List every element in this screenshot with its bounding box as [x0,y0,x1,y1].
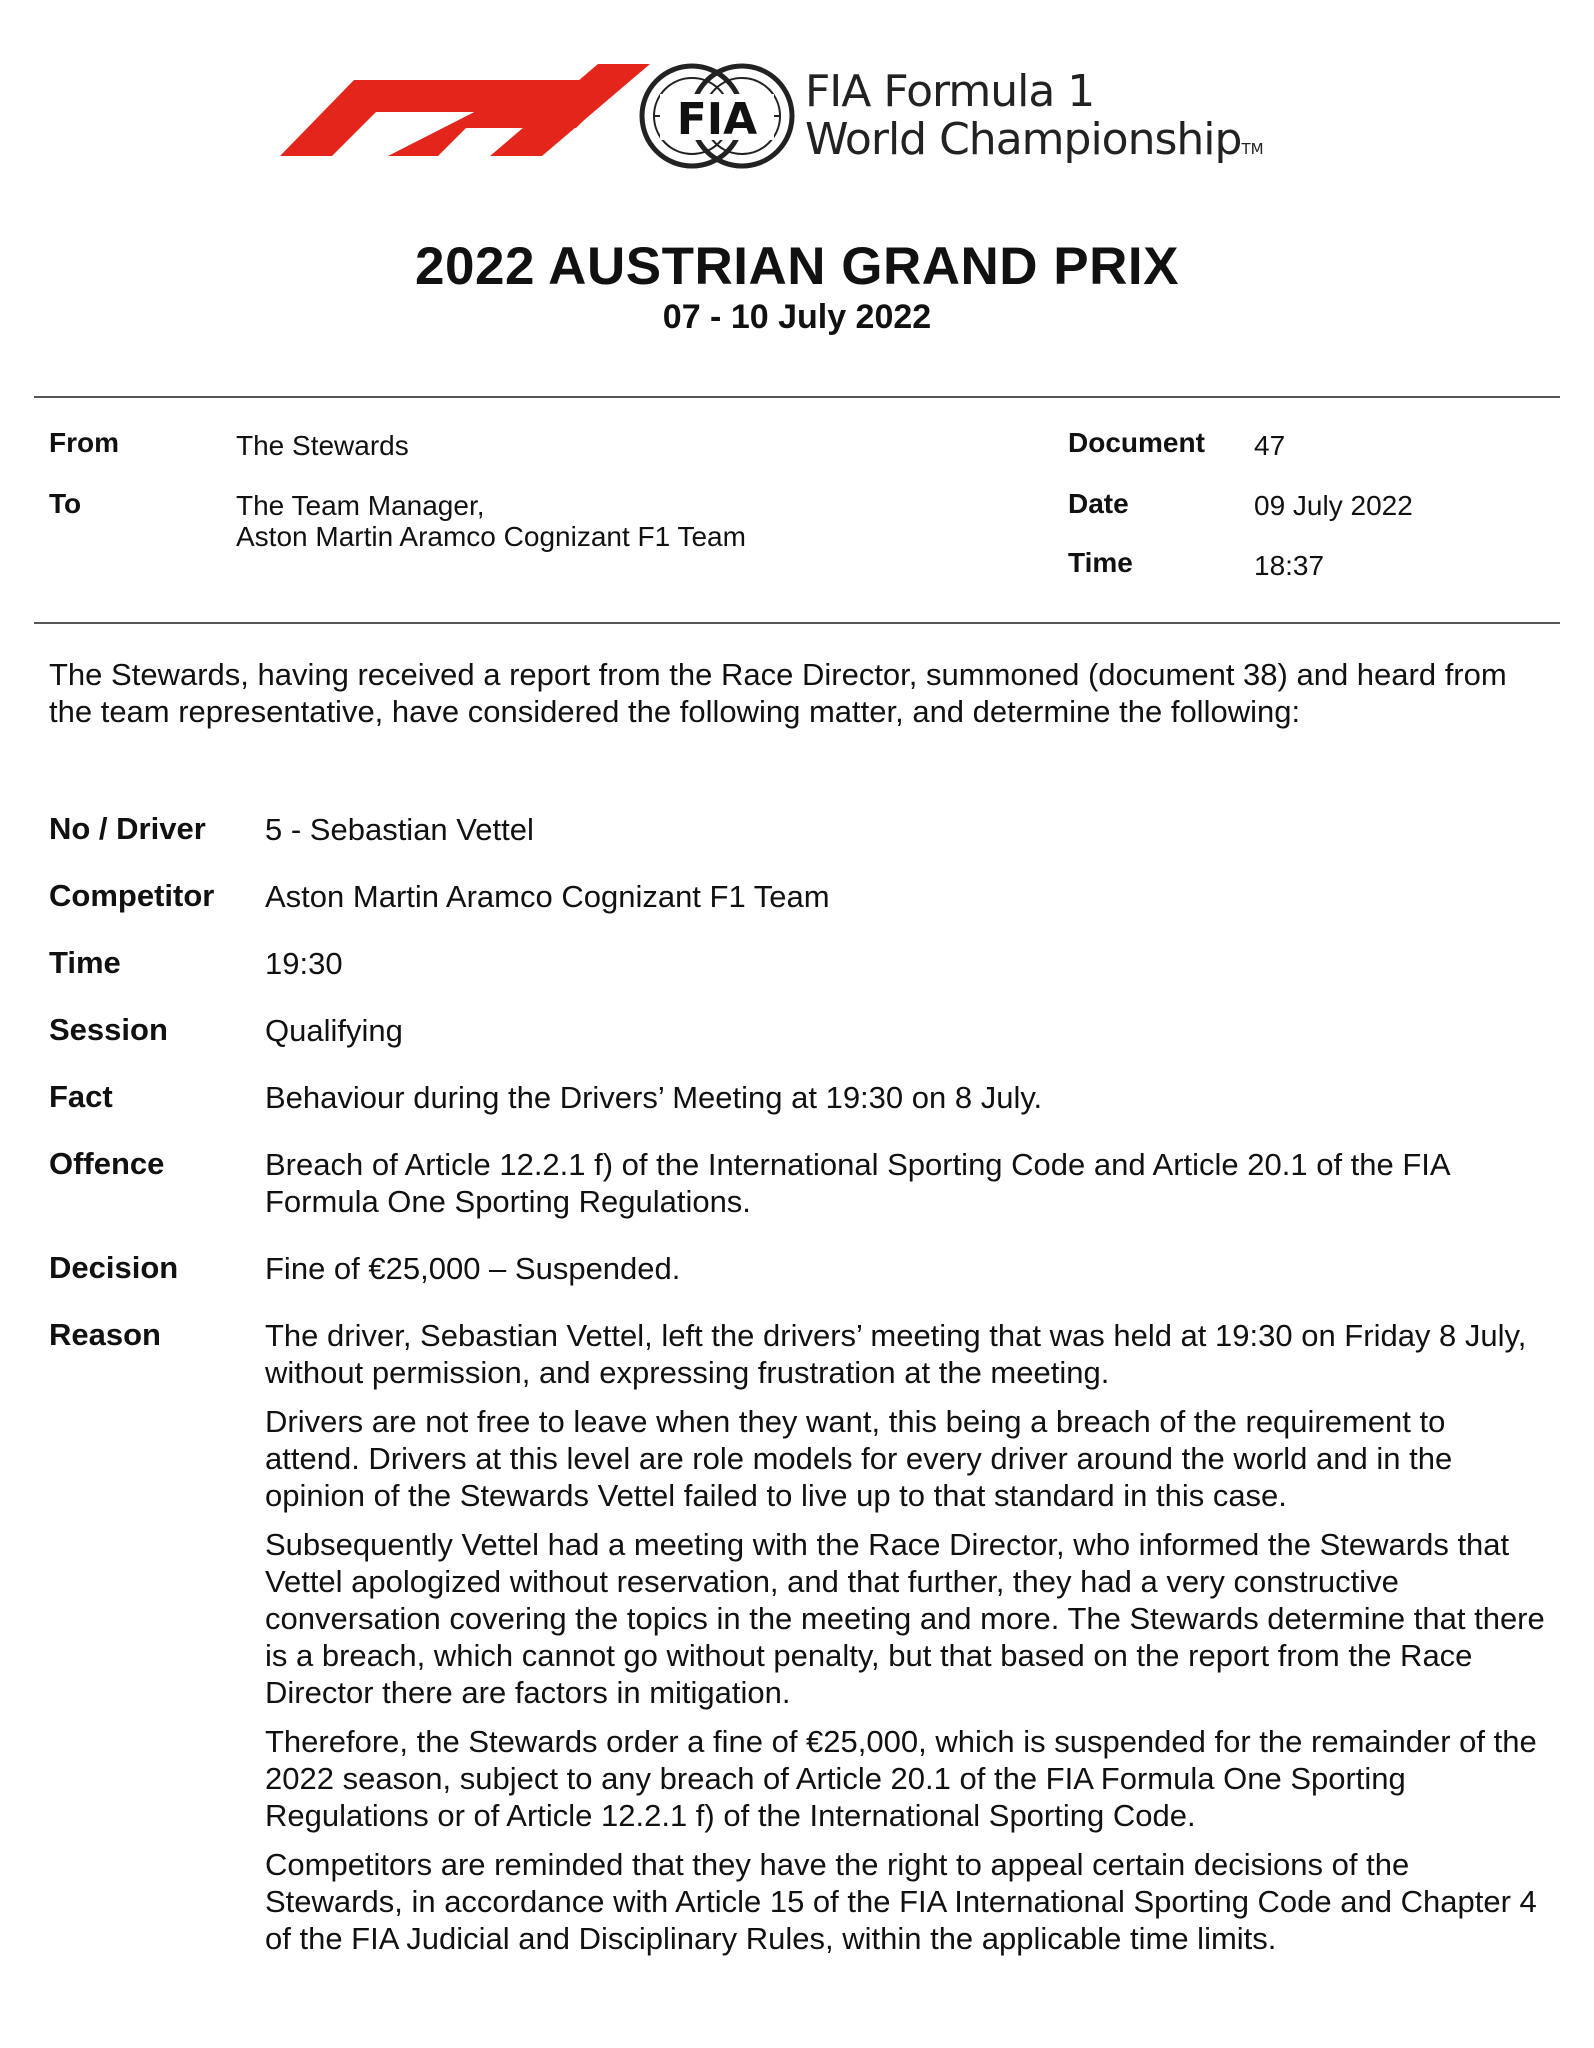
event-dates: 07 - 10 July 2022 [662,298,932,336]
svg-text:FIA: FIA [676,94,758,145]
driver-value: 5 - Sebastian Vettel [265,812,534,847]
time-label: Time [1068,547,1133,578]
offence-label: Offence [49,1146,165,1181]
to-value-line1: The Team Manager, [236,490,485,521]
from-label: From [49,427,119,458]
incident-time-label: Time [49,945,121,980]
championship-title [805,68,1264,173]
offence-value: Breach of Article 12.2.1 f) of the International Sporting Code and Article 20.1 of the FIA Formula One Sporting Regulations. [265,1147,1449,1219]
session-label: Session [49,1012,168,1047]
header-divider-top [34,396,1560,398]
session-value: Qualifying [265,1013,403,1048]
f1-logo [280,64,650,164]
reason-label: Reason [49,1317,161,1352]
from-value: The Stewards [236,430,409,461]
intro-paragraph: The Stewards, having received a report from the Race Director, summoned (document 38) and heard from the team representative, have considered the following matter, and determine the following: [49,657,1507,729]
fact-value: Behaviour during the Drivers’ Meeting at 19:30 on 8 July. [265,1080,1043,1115]
reason-paragraph: Competitors are reminded that they have the right to appeal certain decisions of the Stewards, in accordance with Article 15 of the FIA International Sporting Code and Chapter 4 of the FIA Judicial and Disciplinary Rules, within the applicable time limits. [265,1847,1537,1956]
time-value: 18:37 [1254,550,1325,581]
document-label: Document [1068,427,1205,458]
header-divider-bottom [34,622,1560,624]
competitor-value: Aston Martin Aramco Cognizant F1 Team [265,879,830,914]
to-value [236,490,746,552]
date-value: 09 July 2022 [1254,490,1413,521]
reason-paragraph: Therefore, the Stewards order a fine of €25,000, which is suspended for the remainder of the 2022 season, subject to any breach of Article 20.1 of the FIA Formula One Sporting Regulations or of Article 12.2.1 f) of the International Sporting Code. [265,1724,1537,1833]
driver-label: No / Driver [49,811,206,846]
competitor-label: Competitor [49,878,215,913]
incident-time-value: 19:30 [265,946,343,981]
championship-line2: World Championship [805,114,1242,165]
fact-label: Fact [49,1079,113,1114]
event-title: 2022 AUSTRIAN GRAND PRIX [415,237,1179,296]
header-logos [280,62,1340,172]
reason-paragraph: Drivers are not free to leave when they want, this being a breach of the requirement to attend. Drivers at this level are role models for every driver around the world and in the opinion of the Stewards Vettel failed to live up to that standard in this case. [265,1404,1453,1513]
document-number: 47 [1254,430,1286,461]
trademark-symbol: TM [1241,140,1264,158]
to-label: To [49,488,82,519]
date-label: Date [1068,488,1129,519]
reason-body [265,1317,1545,1969]
to-value-line2: Aston Martin Aramco Cognizant F1 Team [236,521,746,552]
decision-label: Decision [49,1250,179,1285]
reason-paragraph: Subsequently Vettel had a meeting with the Race Director, who informed the Stewards that Vettel apologized without reservation, and that further, they had a very constructive conversation covering the topics in the meeting and more. The Stewards determine that there is a breach, which cannot go without penalty, but that based on the report from the Race Director there are factors in mitigation. [265,1527,1545,1710]
fia-seal-logo [638,62,796,170]
decision-value: Fine of €25,000 – Suspended. [265,1251,681,1286]
reason-paragraph: The driver, Sebastian Vettel, left the drivers’ meeting that was held at 19:30 on Friday 8 July, without permission, and expressing frustration at the meeting. [265,1318,1527,1390]
championship-line1: FIA Formula 1 [805,66,1095,117]
